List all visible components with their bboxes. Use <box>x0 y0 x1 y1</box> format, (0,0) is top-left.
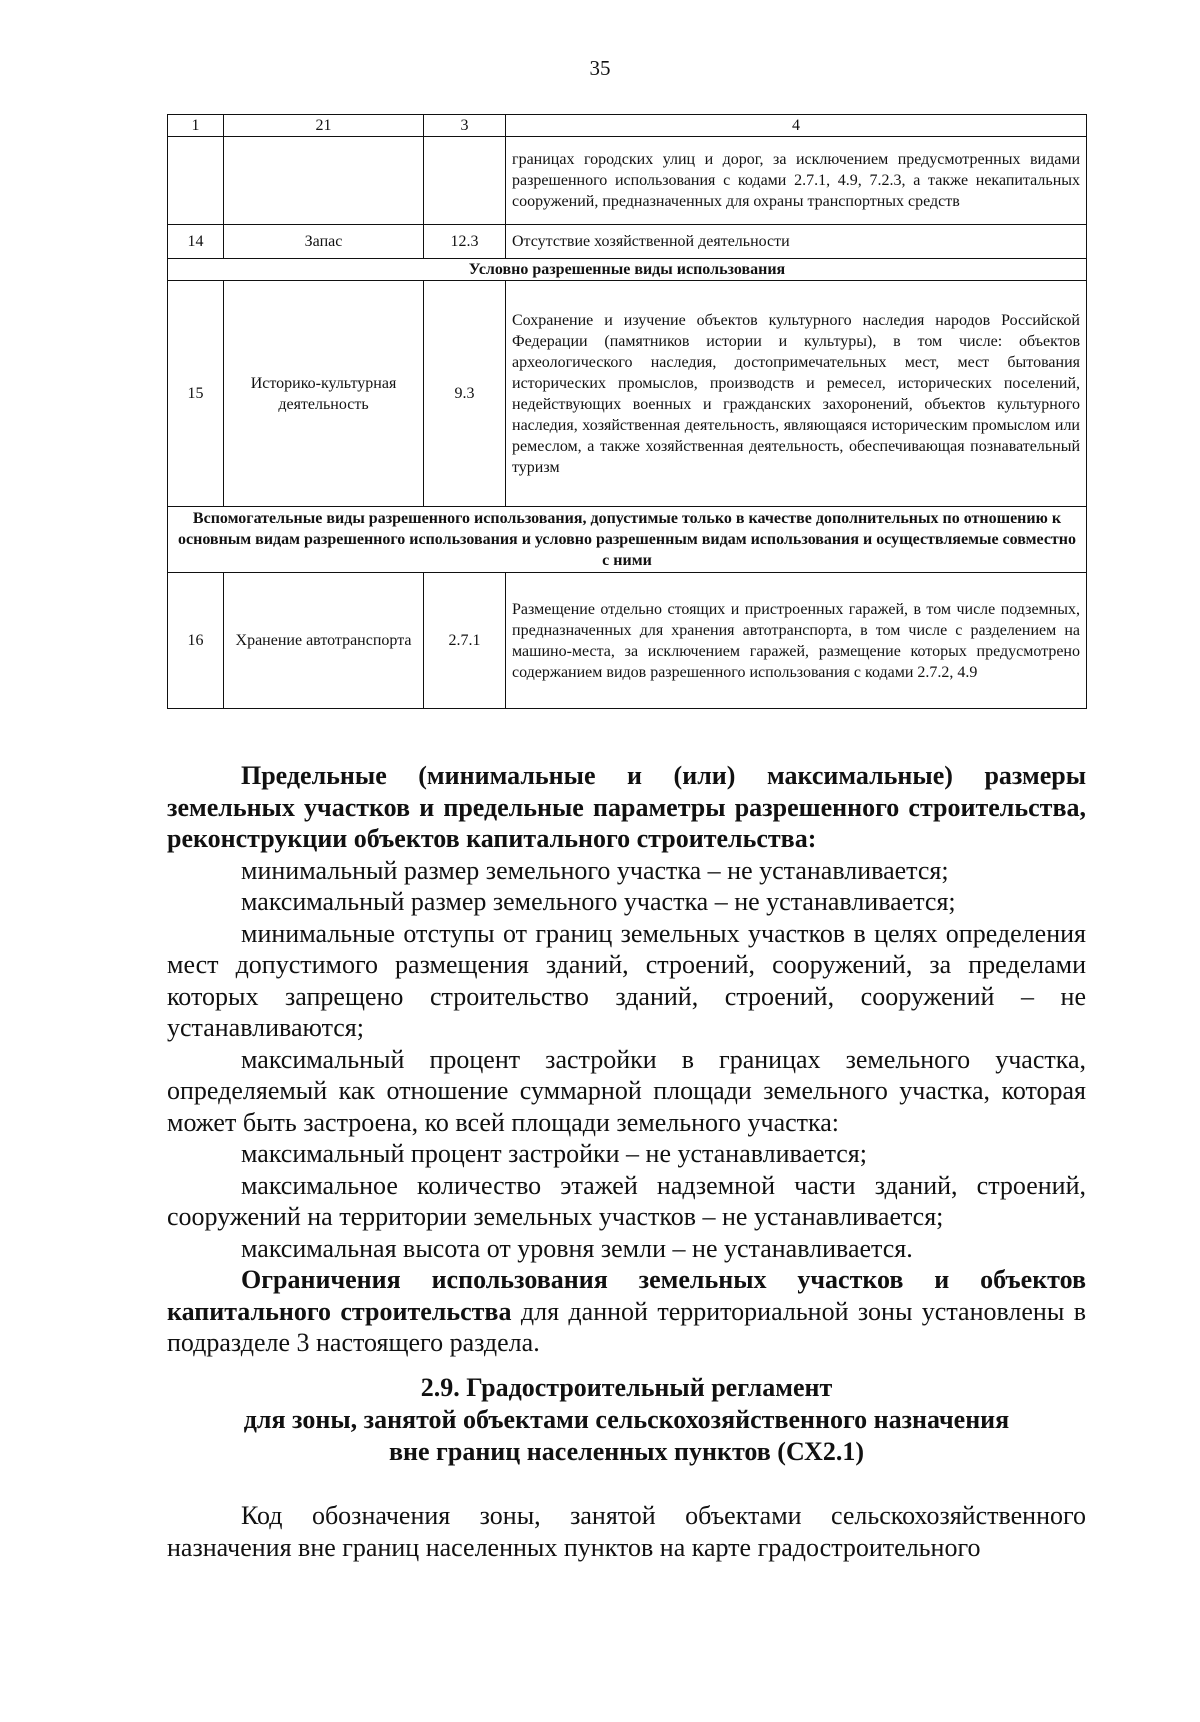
limits-item: максимальная высота от уровня земли – не устанавливается. <box>241 1233 913 1263</box>
header-col-1: 1 <box>168 115 224 137</box>
closing-paragraph: Код обозначения зоны, занятой объектами сельскохозяйственного назначения вне границ населенных пунктов на карте градостроительного <box>167 1501 1086 1562</box>
section-heading-line: для зоны, занятой объектами сельскохозяйственного назначения <box>243 1405 1010 1434</box>
cell-name: Запас <box>224 225 424 259</box>
cell-description: границах городских улиц и дорог, за исключением предусмотренных видами разрешенного использования с кодами 2.7.1, 4.9, 7.2.3, а также некапитальных сооружений, предназначенных для охраны транспортных средств <box>506 137 1087 225</box>
cell-num: 16 <box>168 573 224 709</box>
header-col-4: 4 <box>506 115 1087 137</box>
cell-num <box>168 137 224 225</box>
table-row <box>168 225 1087 259</box>
cell-description: Отсутствие хозяйственной деятельности <box>506 225 1087 259</box>
table-header-row <box>168 115 1087 137</box>
cell-description: Размещение отдельно стоящих и пристроенных гаражей, в том числе подземных, предназначенных для хранения автотранспорта, в том числе с разделением на машино-места, за исключением гаражей, размещение которых предусмотрено содержанием видов разрешенного использования с кодами 2.7.2, 4.9 <box>506 573 1087 709</box>
cell-num: 15 <box>168 281 224 507</box>
section-heading-line: 2.9. Градостроительный регламент <box>420 1373 833 1402</box>
limits-item: максимальный размер земельного участка – не устанавливается; <box>241 887 956 916</box>
section-conditional-title: Условно разрешенные виды использования <box>168 259 1087 281</box>
page-number: 35 <box>589 56 611 80</box>
cell-name <box>224 137 424 225</box>
header-col-2: 21 <box>224 115 424 137</box>
limits-item: максимальный процент застройки – не устанавливается; <box>241 1139 867 1168</box>
limits-section <box>167 760 1086 1359</box>
restrictions-bold: Ограничения использования земельных участков и объектов капитального строительства <box>167 1265 1086 1326</box>
limits-item: минимальный размер земельного участка – не устанавливается; <box>241 855 949 885</box>
section-heading-line: вне границ населенных пунктов (СХ2.1) <box>389 1437 864 1466</box>
section-header-row <box>168 507 1087 573</box>
limits-title: Предельные (минимальные и (или) максимальные) размеры земельных участков и предельные параметры разрешенного строительства, реконструкции объектов капитального строительства: <box>167 761 1086 853</box>
table-row <box>168 281 1087 507</box>
cell-code: 2.7.1 <box>424 573 506 709</box>
section-header-row <box>168 259 1087 281</box>
cell-name: Историко-культурная деятельность <box>224 281 424 507</box>
cell-name: Хранение автотранспорта <box>224 573 424 709</box>
cell-description: Сохранение и изучение объектов культурного наследия народов Российской Федерации (памятников истории и культуры), в том числе: объектов археологического наследия, достопримечательных мест, мест бытования исторических промыслов, производств и ремесел, исторических поселений, недействующих военных и гражданских захоронений, объектов культурного наследия, хозяйственная деятельность, являющаяся историческим промыслом или ремеслом, а также хозяйственная деятельность, обеспечивающая познавательный туризм <box>506 281 1087 507</box>
section-auxiliary-title: Вспомогательные виды разрешенного использования, допустимые только в качестве дополнительных по отношению к основным видам разрешенного использования и условно разрешенным видам использования и осуществляемые совместно с ними <box>168 507 1087 573</box>
restrictions-rest: для данной территориальной зоны установлены в подразделе 3 настоящего раздела. <box>167 1296 1086 1357</box>
table-row <box>168 573 1087 709</box>
section-heading <box>167 1372 1086 1468</box>
header-col-3: 3 <box>424 115 506 137</box>
limits-item: минимальные отступы от границ земельных участков в целях определения мест допустимого размещения зданий, строений, сооружений, за пределами которых запрещено строительство зданий, строений, сооружений – не устанавливаются; <box>167 918 1086 1042</box>
restrictions-paragraph <box>167 1264 1086 1359</box>
land-use-table <box>167 114 1087 709</box>
cell-code: 12.3 <box>424 225 506 259</box>
limits-item: максимальный процент застройки в границах земельного участка, определяемый как отношение суммарной площади земельного участка, которая может быть застроена, ко всей площади земельного участка: <box>167 1044 1086 1137</box>
table-row <box>168 137 1087 225</box>
cell-code <box>424 137 506 225</box>
cell-num: 14 <box>168 225 224 259</box>
limits-item: максимальное количество этажей надземной части зданий, строений, сооружений на территории земельных участков – не устанавливается; <box>167 1170 1086 1231</box>
cell-code: 9.3 <box>424 281 506 507</box>
